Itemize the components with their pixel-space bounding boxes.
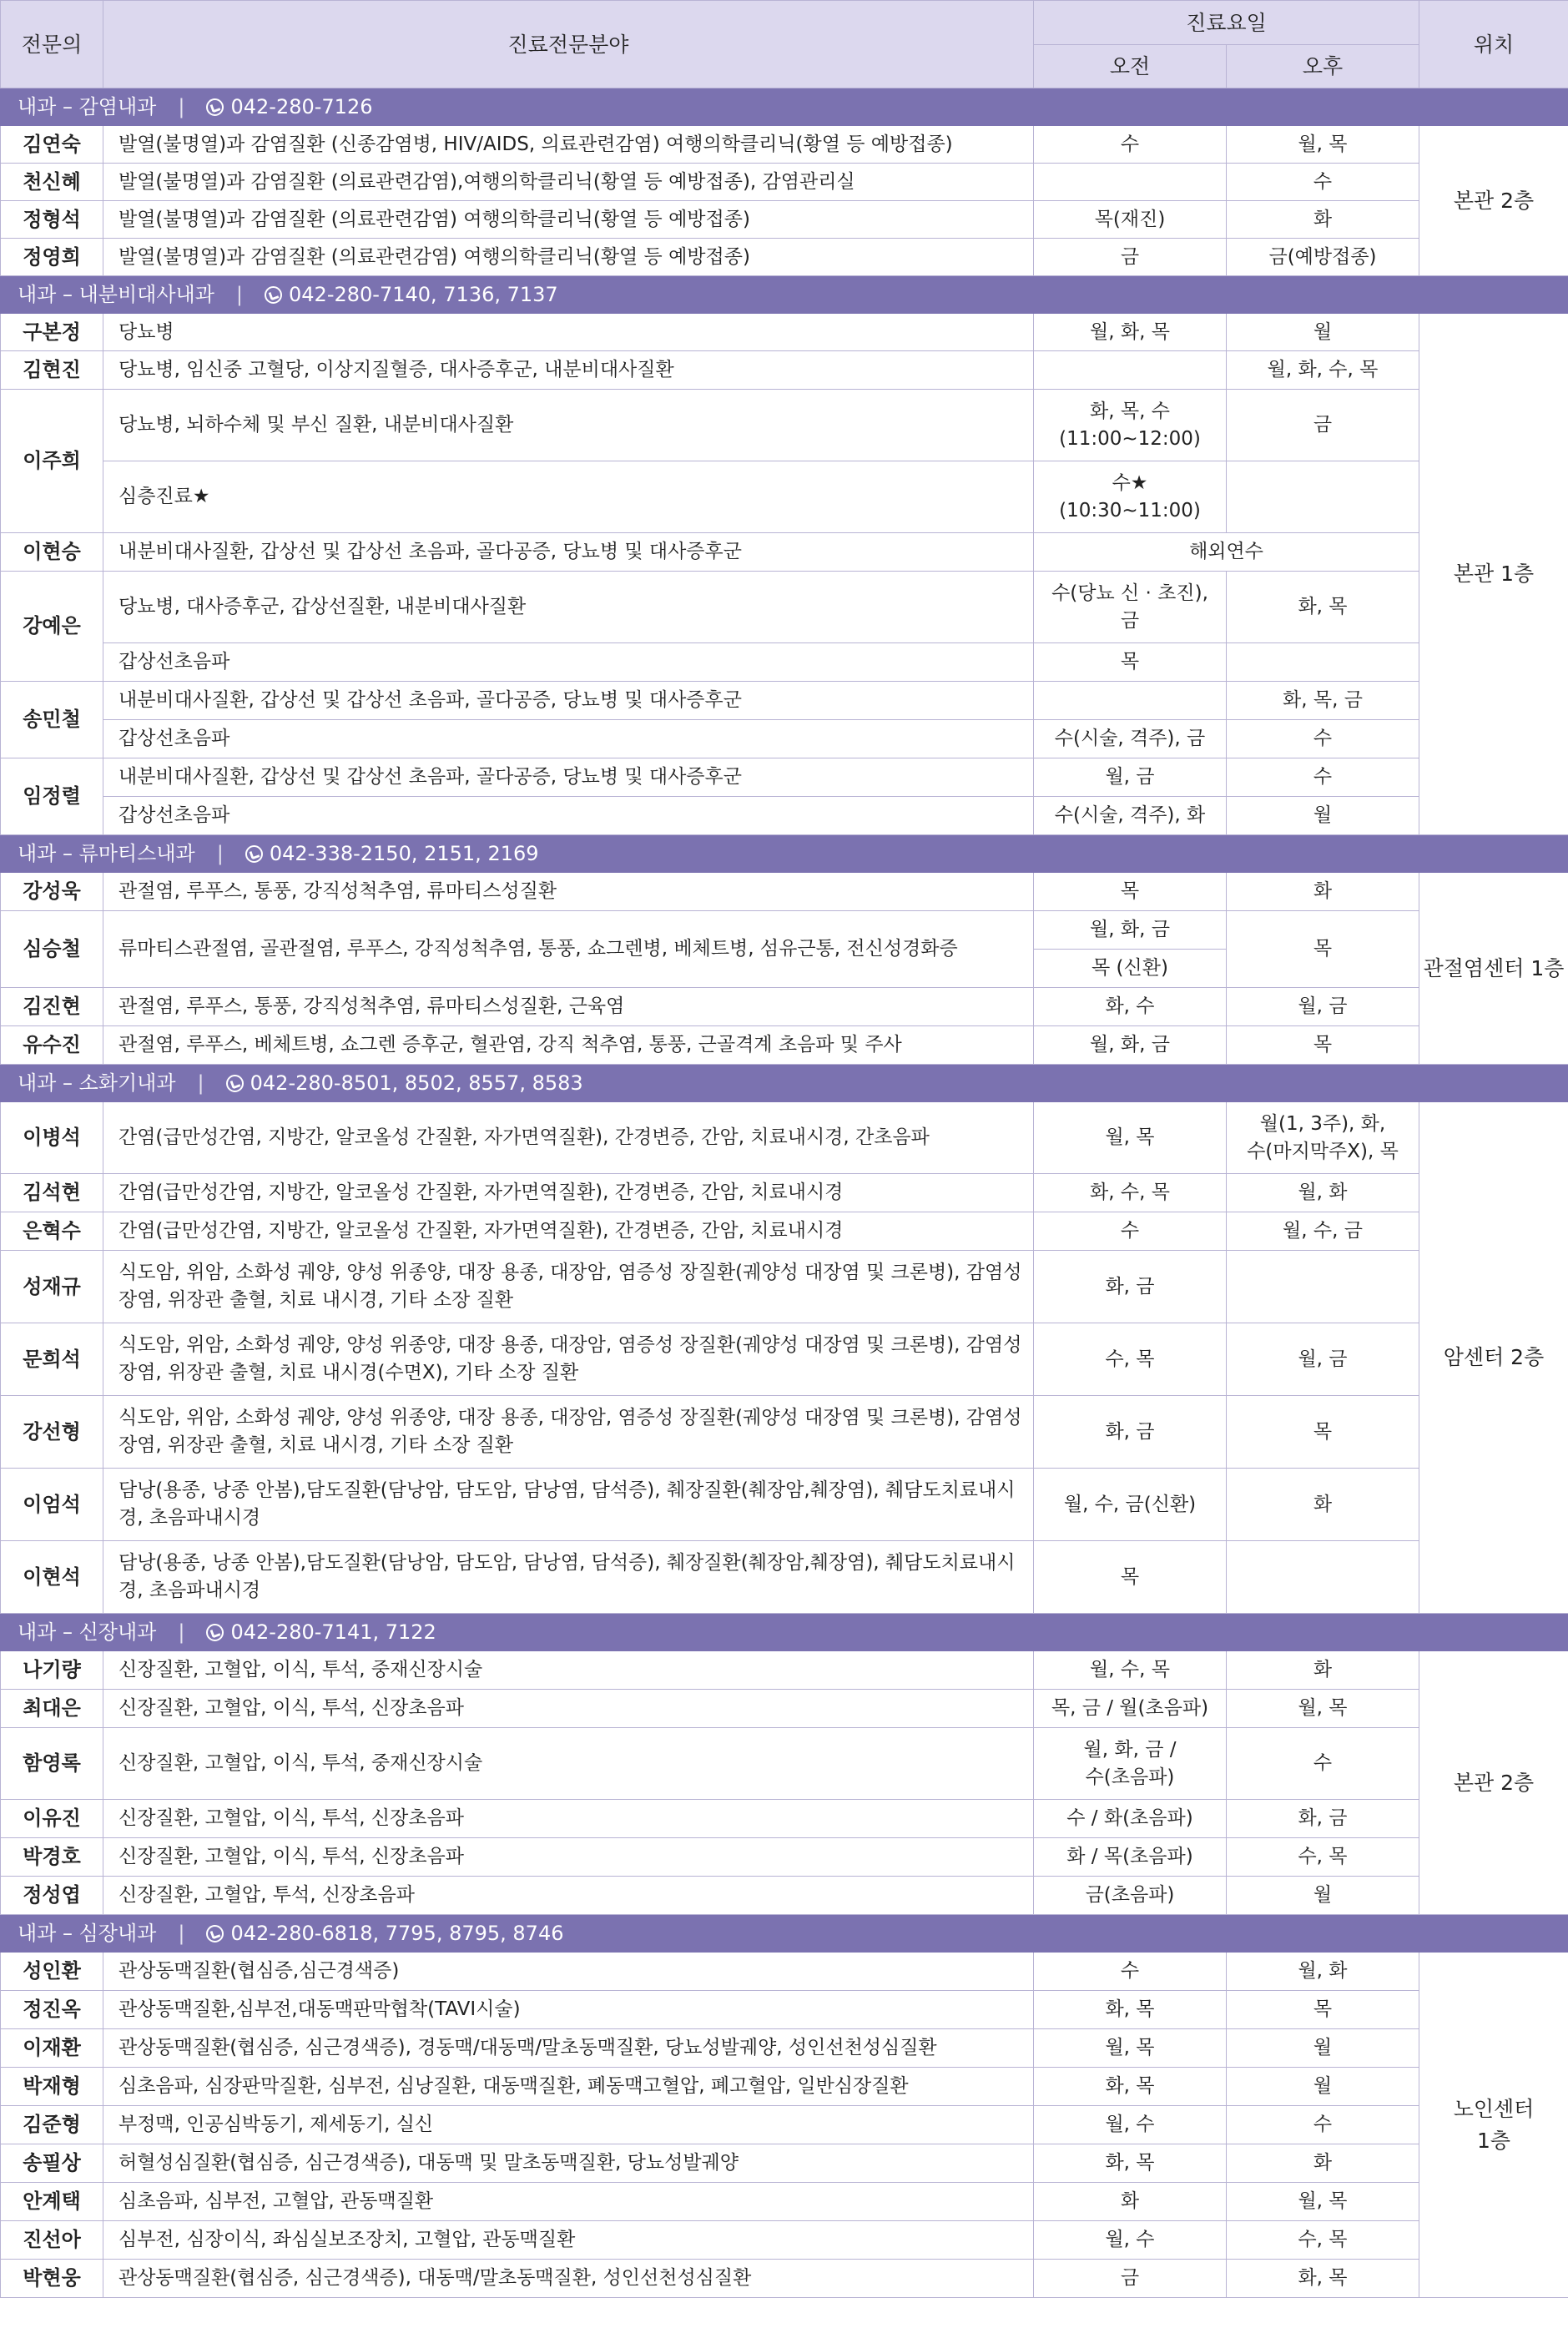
am-days: 수 xyxy=(1034,126,1227,164)
doctor-name: 은혁수 xyxy=(1,1212,103,1251)
doctor-name: 함영록 xyxy=(1,1728,103,1800)
location: 관절염센터 1층 xyxy=(1419,873,1568,1065)
separator: | xyxy=(216,841,224,865)
am-days: 월, 화, 목 xyxy=(1034,314,1227,351)
pm-days: 목 xyxy=(1227,911,1419,988)
doctor-name: 김석현 xyxy=(1,1174,103,1212)
specialty-text: 신장질환, 고혈압, 이식, 투석, 신장초음파 xyxy=(103,1838,1034,1877)
section-title: 내과 – 소화기내과 xyxy=(18,1071,176,1095)
pm-days: 화, 금 xyxy=(1227,1800,1419,1838)
doctor-name: 이주희 xyxy=(1,390,103,533)
specialty-text: 발열(불명열)과 감염질환 (의료관련감염) 여행의학클리닉(황열 등 예방접종) xyxy=(103,201,1034,239)
doctor-name: 유수진 xyxy=(1,1026,103,1065)
pm-days: 월 xyxy=(1227,2068,1419,2106)
separator: | xyxy=(178,1620,185,1644)
doctor-name: 박재형 xyxy=(1,2068,103,2106)
specialty-text: 관절염, 루푸스, 통풍, 강직성척추염, 류마티스성질환 xyxy=(103,873,1034,911)
pm-days: 월, 화 xyxy=(1227,1953,1419,1991)
specialty-text: 내분비대사질환, 갑상선 및 갑상선 초음파, 골다공증, 당뇨병 및 대사증후군 xyxy=(103,682,1034,720)
am-days: 화, 금 xyxy=(1034,1251,1227,1323)
am-days: 화, 수, 목 xyxy=(1034,1174,1227,1212)
phone-icon xyxy=(206,98,224,116)
am-days: 화 / 목(초음파) xyxy=(1034,1838,1227,1877)
pm-days: 월, 화 xyxy=(1227,1174,1419,1212)
pm-days: 월 xyxy=(1227,314,1419,351)
section-phone[interactable]: 042-280-8501, 8502, 8557, 8583 xyxy=(250,1071,583,1095)
am-days: 금 xyxy=(1034,239,1227,276)
pm-days: 금(예방접종) xyxy=(1227,239,1419,276)
doctor-name: 이엄석 xyxy=(1,1469,103,1541)
specialty-text: 관상동맥질환(협심증, 심근경색증), 대동맥/말초동맥질환, 성인선천성심질환 xyxy=(103,2260,1034,2298)
am-days: 수(당뇨 신 · 초진), 금 xyxy=(1034,572,1227,643)
pm-days: 수, 목 xyxy=(1227,1838,1419,1877)
am-days: 목 xyxy=(1034,873,1227,911)
specialty-text: 심초음파, 심장판막질환, 심부전, 심낭질환, 대동맥질환, 폐동맥고혈압, 폐고혈압, 일반심장질환 xyxy=(103,2068,1034,2106)
specialty-text: 심초음파, 심부전, 고혈압, 관동맥질환 xyxy=(103,2183,1034,2221)
doctor-name: 이재환 xyxy=(1,2029,103,2068)
doctor-name: 천신혜 xyxy=(1,164,103,201)
doctor-name: 김진현 xyxy=(1,988,103,1026)
specialty-text: 식도암, 위암, 소화성 궤양, 양성 위종양, 대장 용종, 대장암, 염증성 장질환(궤양성 대장염 및 크론병), 감염성 장염, 위장관 출혈, 치료 내시경, 기타 소장 질환 xyxy=(103,1251,1034,1323)
doctor-name: 정진옥 xyxy=(1,1991,103,2029)
am-days xyxy=(1034,682,1227,720)
pm-days: 월, 수, 금 xyxy=(1227,1212,1419,1251)
specialty-text: 허혈성심질환(협심증, 심근경색증), 대동맥 및 말초동맥질환, 당뇨성발궤양 xyxy=(103,2144,1034,2183)
specialty-text: 내분비대사질환, 갑상선 및 갑상선 초음파, 골다공증, 당뇨병 및 대사증후군 xyxy=(103,758,1034,797)
pm-days: 월 xyxy=(1227,2029,1419,2068)
specialty-text: 관절염, 루푸스, 베체트병, 쇼그렌 증후군, 혈관염, 강직 척추염, 통풍, 근골격계 초음파 및 주사 xyxy=(103,1026,1034,1065)
specialty-text: 갑상선초음파 xyxy=(103,797,1034,835)
specialty-text: 당뇨병 xyxy=(103,314,1034,351)
section-title: 내과 – 심장내과 xyxy=(18,1921,157,1945)
merged-schedule: 해외연수 xyxy=(1034,533,1419,572)
doctor-name: 이병석 xyxy=(1,1102,103,1174)
specialty-text: 담낭(용종, 낭종 안봄),담도질환(담낭암, 담도암, 담낭염, 담석증), 췌장질환(췌장암,췌장염), 췌담도치료내시경, 초음파내시경 xyxy=(103,1469,1034,1541)
separator: | xyxy=(178,94,185,118)
pm-days: 화 xyxy=(1227,201,1419,239)
am-days: 수 / 화(초음파) xyxy=(1034,1800,1227,1838)
pm-days: 화 xyxy=(1227,2144,1419,2183)
section-header xyxy=(1,1915,1568,1953)
section-phone[interactable]: 042-280-7141, 7122 xyxy=(230,1620,436,1644)
pm-days: 월, 목 xyxy=(1227,2183,1419,2221)
specialty-text: 갑상선초음파 xyxy=(103,720,1034,758)
specialty-text: 식도암, 위암, 소화성 궤양, 양성 위종양, 대장 용종, 대장암, 염증성 장질환(궤양성 대장염 및 크론병), 감염성 장염, 위장관 출혈, 치료 내시경, 기타 소장 질환 xyxy=(103,1396,1034,1469)
doctor-name: 강선형 xyxy=(1,1396,103,1469)
specialty-text: 관상동맥질환(협심증,심근경색증) xyxy=(103,1953,1034,1991)
specialty-text: 신장질환, 고혈압, 투석, 신장초음파 xyxy=(103,1877,1034,1915)
am-days: 월, 화, 금 / 수(초음파) xyxy=(1034,1728,1227,1800)
doctor-name: 정성엽 xyxy=(1,1877,103,1915)
pm-days: 월, 목 xyxy=(1227,126,1419,164)
doctor-name: 박경호 xyxy=(1,1838,103,1877)
location: 본관 1층 xyxy=(1419,314,1568,835)
pm-days: 화 xyxy=(1227,873,1419,911)
specialty-text: 내분비대사질환, 갑상선 및 갑상선 초음파, 골다공증, 당뇨병 및 대사증후군 xyxy=(103,533,1034,572)
specialty-text: 간염(급만성간염, 지방간, 알코올성 간질환, 자가면역질환), 간경변증, 간암, 치료내시경, 간초음파 xyxy=(103,1102,1034,1174)
specialty-text: 갑상선초음파 xyxy=(103,643,1034,682)
pm-days: 목 xyxy=(1227,1991,1419,2029)
specialty-text: 발열(불명열)과 감염질환 (신종감염병, HIV/AIDS, 의료관련감염) 여행의학클리닉(황열 등 예방접종) xyxy=(103,126,1034,164)
specialty-text: 관상동맥질환,심부전,대동맥판막협착(TAVI시술) xyxy=(103,1991,1034,2029)
header-afternoon: 오후 xyxy=(1227,45,1419,88)
pm-days: 월, 금 xyxy=(1227,988,1419,1026)
section-header xyxy=(1,88,1568,126)
am-days: 화, 금 xyxy=(1034,1396,1227,1469)
specialty-text: 식도암, 위암, 소화성 궤양, 양성 위종양, 대장 용종, 대장암, 염증성 장질환(궤양성 대장염 및 크론병), 감염성 장염, 위장관 출혈, 치료 내시경(수면X), 기타 소장 질환 xyxy=(103,1323,1034,1396)
doctor-name: 정형석 xyxy=(1,201,103,239)
pm-days: 화, 목 xyxy=(1227,2260,1419,2298)
specialty-text: 신장질환, 고혈압, 이식, 투석, 신장초음파 xyxy=(103,1690,1034,1728)
specialty-text: 발열(불명열)과 감염질환 (의료관련감염),여행의학클리닉(황열 등 예방접종), 감염관리실 xyxy=(103,164,1034,201)
separator: | xyxy=(197,1071,204,1095)
doctor-name: 임정렬 xyxy=(1,758,103,835)
pm-days: 월 xyxy=(1227,797,1419,835)
am-days: 월, 화, 금 xyxy=(1034,1026,1227,1065)
am-days: 월, 수, 목 xyxy=(1034,1651,1227,1690)
phone-icon xyxy=(206,1925,224,1943)
pm-days: 월, 화, 수, 목 xyxy=(1227,351,1419,390)
am-days: 화 xyxy=(1034,2183,1227,2221)
pm-days: 목 xyxy=(1227,1026,1419,1065)
section-header xyxy=(1,835,1568,873)
specialty-text: 신장질환, 고혈압, 이식, 투석, 중재신장시술 xyxy=(103,1728,1034,1800)
phone-icon xyxy=(206,1624,224,1641)
pm-days: 월, 금 xyxy=(1227,1323,1419,1396)
pm-days xyxy=(1227,1541,1419,1614)
pm-days xyxy=(1227,643,1419,682)
doctor-name: 송필상 xyxy=(1,2144,103,2183)
specialty-text: 담낭(용종, 낭종 안봄),담도질환(담낭암, 담도암, 담낭염, 담석증), 췌장질환(췌장암,췌장염), 췌담도치료내시경, 초음파내시경 xyxy=(103,1541,1034,1614)
specialty-text: 류마티스관절염, 골관절염, 루푸스, 강직성척추염, 통풍, 쇼그렌병, 베체트병, 섬유근통, 전신성경화증 xyxy=(103,911,1034,988)
section-phone[interactable]: 042-280-7140, 7136, 7137 xyxy=(289,282,558,306)
am-days: 수★ (10:30~11:00) xyxy=(1034,461,1227,533)
am-days: 목 xyxy=(1034,1541,1227,1614)
doctor-name: 이현석 xyxy=(1,1541,103,1614)
pm-days: 목 xyxy=(1227,1396,1419,1469)
schedule-body xyxy=(1,88,1568,2298)
phone-icon xyxy=(245,845,263,863)
specialty-text: 당뇨병, 뇌하수체 및 부신 질환, 내분비대사질환 xyxy=(103,390,1034,461)
doctor-name: 안계택 xyxy=(1,2183,103,2221)
am-days: 월, 목 xyxy=(1034,1102,1227,1174)
specialty-text: 관상동맥질환(협심증, 심근경색증), 경동맥/대동맥/말초동맥질환, 당뇨성발궤양, 성인선천성심질환 xyxy=(103,2029,1034,2068)
pm-days: 수 xyxy=(1227,2106,1419,2144)
header-specialty: 진료전문분야 xyxy=(103,1,1034,88)
doctor-name: 송민철 xyxy=(1,682,103,758)
doctor-name: 강예은 xyxy=(1,572,103,682)
doctor-name: 이현승 xyxy=(1,533,103,572)
am-days: 월, 수 xyxy=(1034,2106,1227,2144)
section-title: 내과 – 신장내과 xyxy=(18,1620,157,1644)
phone-icon xyxy=(265,286,282,304)
specialty-text: 신장질환, 고혈압, 이식, 투석, 중재신장시술 xyxy=(103,1651,1034,1690)
doctor-name: 김연숙 xyxy=(1,126,103,164)
am-days: 월, 금 xyxy=(1034,758,1227,797)
specialty-text: 간염(급만성간염, 지방간, 알코올성 간질환, 자가면역질환), 간경변증, 간암, 치료내시경 xyxy=(103,1212,1034,1251)
pm-days: 월, 목 xyxy=(1227,1690,1419,1728)
am-days: 화, 목 xyxy=(1034,1991,1227,2029)
pm-days: 금 xyxy=(1227,390,1419,461)
location: 본관 2층 xyxy=(1419,1651,1568,1915)
doctor-name: 문희석 xyxy=(1,1323,103,1396)
pm-days: 화 xyxy=(1227,1651,1419,1690)
pm-days: 화, 목 xyxy=(1227,572,1419,643)
pm-days: 월(1, 3주), 화, 수(마지막주X), 목 xyxy=(1227,1102,1419,1174)
pm-days: 월 xyxy=(1227,1877,1419,1915)
specialty-text: 부정맥, 인공심박동기, 제세동기, 실신 xyxy=(103,2106,1034,2144)
doctor-name: 이유진 xyxy=(1,1800,103,1838)
separator: | xyxy=(178,1921,185,1945)
location: 노인센터 1층 xyxy=(1419,1953,1568,2298)
am-days: 목 (신환) xyxy=(1034,950,1227,988)
doctor-name: 정영희 xyxy=(1,239,103,276)
pm-days: 수 xyxy=(1227,1728,1419,1800)
am-days: 월, 수, 금(신환) xyxy=(1034,1469,1227,1541)
specialty-text: 발열(불명열)과 감염질환 (의료관련감염) 여행의학클리닉(황열 등 예방접종) xyxy=(103,239,1034,276)
am-days: 금(초음파) xyxy=(1034,1877,1227,1915)
pm-days: 화 xyxy=(1227,1469,1419,1541)
specialty-text: 당뇨병, 임신중 고혈당, 이상지질혈증, 대사증후군, 내분비대사질환 xyxy=(103,351,1034,390)
doctor-name: 성인환 xyxy=(1,1953,103,1991)
header-location: 위치 xyxy=(1419,1,1568,88)
doctor-name: 구본정 xyxy=(1,314,103,351)
section-header xyxy=(1,1614,1568,1651)
doctor-name: 박현웅 xyxy=(1,2260,103,2298)
section-phone[interactable]: 042-280-6818, 7795, 8795, 8746 xyxy=(230,1921,564,1945)
doctor-name: 심승철 xyxy=(1,911,103,988)
am-days: 수(시술, 격주), 금 xyxy=(1034,720,1227,758)
am-days: 월, 목 xyxy=(1034,2029,1227,2068)
section-title: 내과 – 류마티스내과 xyxy=(18,841,195,865)
section-title: 내과 – 감염내과 xyxy=(18,94,157,118)
pm-days xyxy=(1227,1251,1419,1323)
am-days: 수 xyxy=(1034,1212,1227,1251)
am-days xyxy=(1034,164,1227,201)
pm-days: 화, 목, 금 xyxy=(1227,682,1419,720)
header-doctor: 전문의 xyxy=(1,1,103,88)
header-morning: 오전 xyxy=(1034,45,1227,88)
specialty-text: 신장질환, 고혈압, 이식, 투석, 신장초음파 xyxy=(103,1800,1034,1838)
location: 암센터 2층 xyxy=(1419,1102,1568,1614)
am-days: 목(재진) xyxy=(1034,201,1227,239)
section-header xyxy=(1,1065,1568,1102)
pm-days: 수, 목 xyxy=(1227,2221,1419,2260)
am-days: 수(시술, 격주), 화 xyxy=(1034,797,1227,835)
separator: | xyxy=(235,282,244,306)
section-phone[interactable]: 042-338-2150, 2151, 2169 xyxy=(269,841,539,865)
am-days: 월, 화, 금 xyxy=(1034,911,1227,950)
am-days: 화, 목 xyxy=(1034,2144,1227,2183)
specialty-text: 간염(급만성간염, 지방간, 알코올성 간질환, 자가면역질환), 간경변증, 간암, 치료내시경 xyxy=(103,1174,1034,1212)
am-days: 월, 수 xyxy=(1034,2221,1227,2260)
specialty-text: 심층진료★ xyxy=(103,461,1034,533)
specialty-text: 당뇨병, 대사증후군, 갑상선질환, 내분비대사질환 xyxy=(103,572,1034,643)
section-title: 내과 – 내분비대사내과 xyxy=(18,282,214,306)
am-days: 금 xyxy=(1034,2260,1227,2298)
pm-days: 수 xyxy=(1227,164,1419,201)
doctor-name: 성재규 xyxy=(1,1251,103,1323)
doctor-name: 나기량 xyxy=(1,1651,103,1690)
am-days: 수, 목 xyxy=(1034,1323,1227,1396)
pm-days: 수 xyxy=(1227,720,1419,758)
specialty-text: 심부전, 심장이식, 좌심실보조장치, 고혈압, 관동맥질환 xyxy=(103,2221,1034,2260)
location: 본관 2층 xyxy=(1419,126,1568,276)
doctor-name: 김현진 xyxy=(1,351,103,390)
am-days: 화, 수 xyxy=(1034,988,1227,1026)
am-days: 목 xyxy=(1034,643,1227,682)
am-days: 화, 목, 수 (11:00~12:00) xyxy=(1034,390,1227,461)
pm-days: 수 xyxy=(1227,758,1419,797)
section-header xyxy=(1,276,1568,314)
header-days: 진료요일 xyxy=(1034,1,1419,45)
am-days xyxy=(1034,351,1227,390)
doctor-name: 강성욱 xyxy=(1,873,103,911)
specialty-text: 관절염, 루푸스, 통풍, 강직성척추염, 류마티스성질환, 근육염 xyxy=(103,988,1034,1026)
pm-days xyxy=(1227,461,1419,533)
doctor-name: 진선아 xyxy=(1,2221,103,2260)
phone-icon xyxy=(226,1075,244,1092)
am-days: 수 xyxy=(1034,1953,1227,1991)
am-days: 화, 목 xyxy=(1034,2068,1227,2106)
am-days: 목, 금 / 월(초음파) xyxy=(1034,1690,1227,1728)
section-phone[interactable]: 042-280-7126 xyxy=(230,94,373,118)
doctor-name: 최대은 xyxy=(1,1690,103,1728)
doctor-name: 김준형 xyxy=(1,2106,103,2144)
